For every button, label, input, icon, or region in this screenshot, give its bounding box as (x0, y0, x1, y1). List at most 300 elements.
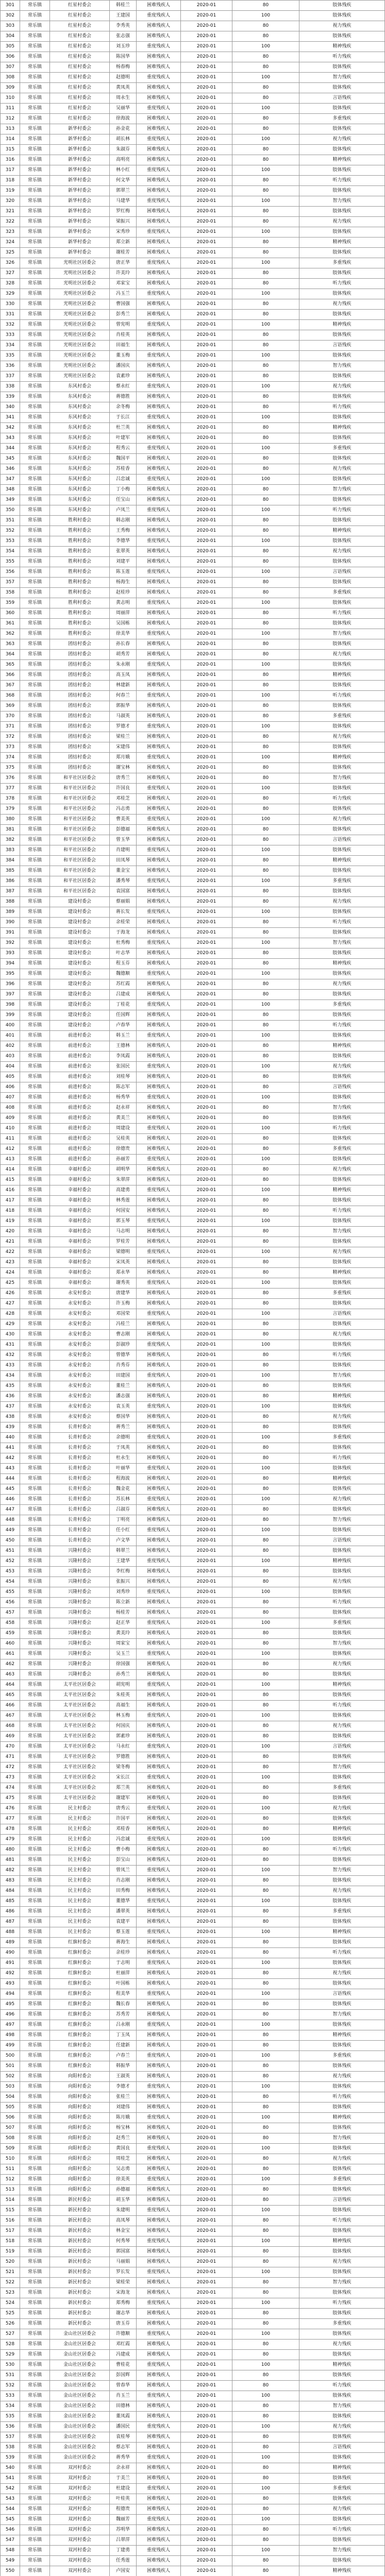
person-name-cell: 卢春兰 (110, 2051, 137, 2061)
amount-cell: 80 (232, 1536, 299, 1546)
village-cell: 和平社区居委会 (50, 866, 110, 876)
town-cell: 常乐镇 (20, 979, 50, 989)
town-cell: 常乐镇 (20, 1155, 50, 1164)
village-cell: 新民村委会 (50, 2226, 110, 2236)
category-cell: 困难残疾人 (137, 1917, 181, 1927)
table-row (1, 2216, 385, 2226)
person-name-cell: 何文华 (110, 176, 137, 185)
amount-cell: 80 (232, 2216, 299, 2226)
category-cell: 困难残疾人 (137, 1072, 181, 1082)
person-name-cell: 周永生 (110, 93, 137, 103)
amount-cell: 80 (232, 1422, 299, 1432)
row-number-cell: 428 (1, 1309, 20, 1319)
category-cell: 重度残疾人 (137, 815, 181, 824)
town-cell: 常乐镇 (20, 1866, 50, 1875)
town-cell: 常乐镇 (20, 2443, 50, 2452)
amount-cell: 80 (232, 516, 299, 526)
row-number-cell: 456 (1, 1598, 20, 1607)
town-cell: 常乐镇 (20, 1144, 50, 1154)
town-cell: 常乐镇 (20, 2072, 50, 2081)
disability-type-cell: 视力残疾 (299, 2422, 385, 2432)
date-cell: 2020-01 (181, 2350, 232, 2360)
amount-cell: 80 (232, 2381, 299, 2391)
row-number-cell: 477 (1, 1814, 20, 1824)
amount-cell: 80 (232, 186, 299, 196)
category-cell: 困难残疾人 (137, 835, 181, 845)
date-cell: 2020-01 (181, 1268, 232, 1278)
village-cell: 金山社区居委会 (50, 2443, 110, 2452)
town-cell: 常乐镇 (20, 588, 50, 598)
person-name-cell: 杜兰英 (110, 423, 137, 433)
date-cell: 2020-01 (181, 722, 232, 732)
village-cell: 红旗村委会 (50, 1979, 110, 1989)
town-cell: 常乐镇 (20, 804, 50, 814)
date-cell: 2020-01 (181, 1752, 232, 1762)
person-name-cell: 程玉芬 (110, 959, 137, 969)
town-cell: 常乐镇 (20, 42, 50, 52)
date-cell: 2020-01 (181, 1134, 232, 1144)
date-cell: 2020-01 (181, 1433, 232, 1443)
table-row (1, 114, 385, 124)
row-number-cell: 385 (1, 866, 20, 876)
row-number-cell: 308 (1, 73, 20, 82)
amount-cell: 100 (232, 505, 299, 515)
amount-cell: 100 (232, 165, 299, 175)
date-cell: 2020-01 (181, 2154, 232, 2164)
table-row (1, 660, 385, 670)
row-number-cell: 403 (1, 1052, 20, 1061)
table-row (1, 619, 385, 629)
person-name-cell: 赵正华 (110, 1618, 137, 1628)
date-cell: 2020-01 (181, 155, 232, 165)
village-cell: 新民村委会 (50, 2298, 110, 2308)
amount-cell: 80 (232, 1474, 299, 1484)
disability-type-cell: 精神残疾 (299, 1474, 385, 1484)
table-row (1, 217, 385, 227)
disability-type-cell: 肢体残疾 (299, 11, 385, 21)
amount-cell: 80 (232, 2432, 299, 2442)
village-cell: 永安村委会 (50, 1381, 110, 1391)
village-cell: 长青村委会 (50, 1453, 110, 1463)
disability-type-cell: 肢体残疾 (299, 598, 385, 608)
table-row (1, 2443, 385, 2453)
town-cell: 常乐镇 (20, 1072, 50, 1082)
table-row (1, 1185, 385, 1196)
category-cell: 困难残疾人 (137, 1134, 181, 1144)
person-name-cell: 高建勇 (110, 1185, 137, 1195)
table-row (1, 1845, 385, 1855)
person-name-cell: 曾宪明 (110, 320, 137, 330)
date-cell: 2020-01 (181, 2319, 232, 2329)
date-cell: 2020-01 (181, 1422, 232, 1432)
person-name-cell: 余永祥 (110, 2463, 137, 2473)
town-cell: 常乐镇 (20, 722, 50, 732)
table-row (1, 516, 385, 526)
amount-cell: 80 (232, 62, 299, 72)
village-cell: 新华村委会 (50, 124, 110, 134)
date-cell: 2020-01 (181, 444, 232, 453)
village-cell: 胜利村委会 (50, 547, 110, 556)
village-cell: 前进村委会 (50, 1062, 110, 1072)
date-cell: 2020-01 (181, 1793, 232, 1803)
person-name-cell: 张桂兰 (110, 2092, 137, 2102)
amount-cell: 80 (232, 155, 299, 165)
row-number-cell: 383 (1, 845, 20, 855)
town-cell: 常乐镇 (20, 1556, 50, 1566)
village-cell: 幸福村委会 (50, 1165, 110, 1175)
date-cell: 2020-01 (181, 1361, 232, 1370)
amount-cell: 80 (232, 557, 299, 567)
town-cell: 常乐镇 (20, 1938, 50, 1947)
village-cell: 团结村委会 (50, 711, 110, 721)
date-cell: 2020-01 (181, 62, 232, 72)
category-cell: 困难残疾人 (137, 1639, 181, 1649)
table-row (1, 1000, 385, 1010)
person-name-cell: 许美玲 (110, 268, 137, 278)
person-name-cell: 蔡国华 (110, 1412, 137, 1422)
row-number-cell: 485 (1, 1896, 20, 1906)
disability-type-cell: 智力残疾 (299, 1371, 385, 1381)
disability-type-cell: 精神残疾 (299, 856, 385, 866)
person-name-cell: 田凤琴 (110, 856, 137, 866)
amount-cell: 80 (232, 1041, 299, 1051)
amount-cell: 80 (232, 2412, 299, 2421)
table-row (1, 73, 385, 83)
date-cell: 2020-01 (181, 464, 232, 474)
person-name-cell: 潘翠英 (110, 1907, 137, 1917)
category-cell: 困难残疾人 (137, 856, 181, 866)
category-cell: 重度残疾人 (137, 1247, 181, 1257)
category-cell: 困难残疾人 (137, 1907, 181, 1917)
date-cell: 2020-01 (181, 1701, 232, 1710)
table-row (1, 93, 385, 104)
person-name-cell: 高玉凤 (110, 670, 137, 680)
amount-cell: 80 (232, 2340, 299, 2349)
category-cell: 重度残疾人 (137, 1402, 181, 1412)
disability-type-cell: 肢体残疾 (299, 186, 385, 196)
village-cell: 东风村委会 (50, 392, 110, 402)
village-cell: 金山社区居委会 (50, 2391, 110, 2401)
person-name-cell: 叶国栋 (110, 1979, 137, 1989)
table-row (1, 2030, 385, 2041)
village-cell: 永安村委会 (50, 1340, 110, 1350)
row-number-cell: 357 (1, 578, 20, 587)
person-name-cell: 曾玉华 (110, 835, 137, 845)
town-cell: 常乐镇 (20, 1340, 50, 1350)
disability-type-cell: 智力残疾 (299, 196, 385, 206)
row-number-cell: 405 (1, 1072, 20, 1082)
town-cell: 常乐镇 (20, 186, 50, 196)
amount-cell: 100 (232, 1309, 299, 1319)
village-cell: 建设村委会 (50, 979, 110, 989)
disability-type-cell: 多重残疾 (299, 1000, 385, 1010)
amount-cell: 80 (232, 1762, 299, 1772)
date-cell: 2020-01 (181, 516, 232, 526)
row-number-cell: 394 (1, 959, 20, 969)
town-cell: 常乐镇 (20, 2051, 50, 2061)
table-row (1, 1515, 385, 1526)
town-cell: 常乐镇 (20, 1371, 50, 1381)
category-cell: 困难残疾人 (137, 794, 181, 804)
town-cell: 常乐镇 (20, 1536, 50, 1546)
amount-cell: 80 (232, 2123, 299, 2133)
table-row (1, 2082, 385, 2092)
person-name-cell: 朱淑芬 (110, 145, 137, 155)
table-row (1, 1227, 385, 1237)
disability-type-cell: 肢体残疾 (299, 1361, 385, 1370)
amount-cell: 80 (232, 2556, 299, 2566)
village-cell: 红星村委会 (50, 11, 110, 21)
category-cell: 困难残疾人 (137, 1876, 181, 1886)
table-row (1, 1443, 385, 1453)
category-cell: 困难残疾人 (137, 979, 181, 989)
table-row (1, 1969, 385, 1979)
amount-cell: 80 (232, 1052, 299, 1061)
date-cell: 2020-01 (181, 1907, 232, 1917)
village-cell: 太平社区居委会 (50, 1701, 110, 1710)
category-cell: 困难残疾人 (137, 711, 181, 721)
table-row (1, 1330, 385, 1340)
town-cell: 常乐镇 (20, 485, 50, 495)
category-cell: 重度残疾人 (137, 42, 181, 52)
date-cell: 2020-01 (181, 104, 232, 113)
disability-type-cell: 肢体残疾 (299, 1649, 385, 1659)
person-name-cell: 赵桂珍 (110, 588, 137, 598)
date-cell: 2020-01 (181, 2329, 232, 2339)
village-cell: 建设村委会 (50, 897, 110, 907)
date-cell: 2020-01 (181, 1, 232, 10)
amount-cell: 80 (232, 1567, 299, 1577)
date-cell: 2020-01 (181, 1505, 232, 1515)
table-row (1, 1587, 385, 1598)
village-cell: 团结村委会 (50, 691, 110, 701)
person-name-cell: 程海波 (110, 1474, 137, 1484)
date-cell: 2020-01 (181, 207, 232, 216)
amount-cell: 80 (232, 2164, 299, 2174)
amount-cell: 80 (232, 794, 299, 804)
disability-type-cell: 肢体残疾 (299, 1340, 385, 1350)
disability-type-cell: 听力残疾 (299, 52, 385, 62)
date-cell: 2020-01 (181, 423, 232, 433)
village-cell: 民主村委会 (50, 1917, 110, 1927)
row-number-cell: 509 (1, 2144, 20, 2154)
table-row (1, 1618, 385, 1629)
category-cell: 困难残疾人 (137, 1999, 181, 2009)
town-cell: 常乐镇 (20, 1484, 50, 1494)
date-cell: 2020-01 (181, 876, 232, 886)
category-cell: 重度残疾人 (137, 2546, 181, 2555)
village-cell: 新华村委会 (50, 207, 110, 216)
category-cell: 重度残疾人 (137, 413, 181, 422)
row-number-cell: 523 (1, 2288, 20, 2298)
village-cell: 前进村委会 (50, 1155, 110, 1164)
date-cell: 2020-01 (181, 598, 232, 608)
row-number-cell: 483 (1, 1876, 20, 1886)
disability-type-cell: 肢体残疾 (299, 1979, 385, 1989)
amount-cell: 100 (232, 42, 299, 52)
disability-type-cell: 多重残疾 (299, 2051, 385, 2061)
category-cell: 困难残疾人 (137, 1659, 181, 1669)
disability-type-cell: 精神残疾 (299, 2463, 385, 2473)
category-cell: 重度残疾人 (137, 660, 181, 670)
village-cell: 金山社区居委会 (50, 2329, 110, 2339)
row-number-cell: 407 (1, 1093, 20, 1103)
amount-cell: 80 (232, 990, 299, 999)
row-number-cell: 359 (1, 598, 20, 608)
row-number-cell: 463 (1, 1670, 20, 1680)
person-name-cell: 林金宝 (110, 2226, 137, 2236)
category-cell: 困难残疾人 (137, 1392, 181, 1401)
disability-type-cell: 智力残疾 (299, 361, 385, 371)
town-cell: 常乐镇 (20, 2391, 50, 2401)
amount-cell: 80 (232, 2092, 299, 2102)
row-number-cell: 404 (1, 1062, 20, 1072)
table-row (1, 2113, 385, 2123)
person-name-cell: 陈玉莲 (110, 567, 137, 577)
date-cell: 2020-01 (181, 1690, 232, 1700)
category-cell: 重度残疾人 (137, 134, 181, 144)
category-cell: 困难残疾人 (137, 2278, 181, 2287)
date-cell: 2020-01 (181, 1124, 232, 1133)
village-cell: 金山社区居委会 (50, 2412, 110, 2421)
table-row (1, 1721, 385, 1732)
row-number-cell: 535 (1, 2412, 20, 2421)
disability-type-cell: 肢体残疾 (299, 1670, 385, 1680)
category-cell: 困难残疾人 (137, 2185, 181, 2195)
disability-type-cell: 肢体残疾 (299, 804, 385, 814)
date-cell: 2020-01 (181, 701, 232, 711)
row-number-cell: 452 (1, 1556, 20, 1566)
category-cell: 重度残疾人 (137, 2175, 181, 2184)
town-cell: 常乐镇 (20, 959, 50, 969)
category-cell: 困难残疾人 (137, 1793, 181, 1803)
amount-cell: 100 (232, 1031, 299, 1041)
row-number-cell: 337 (1, 371, 20, 381)
row-number-cell: 442 (1, 1453, 20, 1463)
town-cell: 常乐镇 (20, 1206, 50, 1216)
table-row (1, 722, 385, 732)
town-cell: 常乐镇 (20, 2546, 50, 2555)
category-cell: 困难残疾人 (137, 2133, 181, 2143)
person-name-cell: 张国民 (110, 1062, 137, 1072)
category-cell: 困难残疾人 (137, 83, 181, 93)
date-cell: 2020-01 (181, 547, 232, 556)
disability-type-cell: 智力残疾 (299, 629, 385, 639)
person-name-cell: 杜永生 (110, 1453, 137, 1463)
row-number-cell: 318 (1, 176, 20, 185)
row-number-cell: 327 (1, 268, 20, 278)
disability-type-cell: 视力残疾 (299, 382, 385, 392)
town-cell: 常乐镇 (20, 21, 50, 31)
disability-type-cell: 肢体残疾 (299, 1711, 385, 1721)
disability-type-cell: 肢体残疾 (299, 763, 385, 773)
date-cell: 2020-01 (181, 268, 232, 278)
town-cell: 常乐镇 (20, 1402, 50, 1412)
row-number-cell: 437 (1, 1402, 20, 1412)
town-cell: 常乐镇 (20, 1165, 50, 1175)
category-cell: 困难残疾人 (137, 248, 181, 258)
village-cell: 和平社区居委会 (50, 835, 110, 845)
disability-type-cell: 肢体残疾 (299, 2185, 385, 2195)
category-cell: 困难残疾人 (137, 1855, 181, 1865)
row-number-cell: 497 (1, 2020, 20, 2030)
amount-cell: 80 (232, 1969, 299, 1978)
town-cell: 常乐镇 (20, 2030, 50, 2040)
amount-cell: 80 (232, 1484, 299, 1494)
category-cell: 困难残疾人 (137, 619, 181, 629)
row-number-cell: 416 (1, 1185, 20, 1195)
town-cell: 常乐镇 (20, 1587, 50, 1597)
disability-type-cell: 多重残疾 (299, 258, 385, 268)
disability-type-cell: 精神残疾 (299, 2236, 385, 2246)
date-cell: 2020-01 (181, 165, 232, 175)
category-cell: 困难残疾人 (137, 2164, 181, 2174)
disability-type-cell: 肢体残疾 (299, 1526, 385, 1535)
village-cell: 胜利村委会 (50, 598, 110, 608)
person-name-cell: 徐美英 (110, 2175, 137, 2184)
table-row (1, 691, 385, 701)
date-cell: 2020-01 (181, 2010, 232, 2020)
amount-cell: 80 (232, 2566, 299, 2576)
village-cell: 新华村委会 (50, 155, 110, 165)
row-number-cell: 373 (1, 742, 20, 752)
amount-cell: 100 (232, 2236, 299, 2246)
category-cell: 困难残疾人 (137, 2350, 181, 2360)
person-name-cell: 马志明 (110, 1227, 137, 1236)
disability-type-cell: 多重残疾 (299, 1289, 385, 1298)
row-number-cell: 377 (1, 784, 20, 793)
row-number-cell: 321 (1, 207, 20, 216)
amount-cell: 100 (232, 1464, 299, 1473)
row-number-cell: 503 (1, 2082, 20, 2092)
date-cell: 2020-01 (181, 608, 232, 618)
amount-cell: 80 (232, 856, 299, 866)
date-cell: 2020-01 (181, 2195, 232, 2205)
category-cell: 困难残疾人 (137, 670, 181, 680)
date-cell: 2020-01 (181, 959, 232, 969)
table-row (1, 1680, 385, 1690)
amount-cell: 80 (232, 2041, 299, 2050)
disability-type-cell: 肢体残疾 (299, 1196, 385, 1206)
village-cell: 团结村委会 (50, 639, 110, 649)
town-cell: 常乐镇 (20, 2453, 50, 2463)
category-cell: 重度残疾人 (137, 382, 181, 392)
table-row (1, 948, 385, 959)
row-number-cell: 532 (1, 2381, 20, 2391)
category-cell: 重度残疾人 (137, 1371, 181, 1381)
disability-type-cell: 智力残疾 (299, 938, 385, 948)
village-cell: 红星村委会 (50, 42, 110, 52)
amount-cell: 80 (232, 2195, 299, 2205)
person-name-cell: 于长江 (110, 413, 137, 422)
date-cell: 2020-01 (181, 2463, 232, 2473)
date-cell: 2020-01 (181, 1144, 232, 1154)
town-cell: 常乐镇 (20, 1670, 50, 1680)
category-cell: 重度残疾人 (137, 505, 181, 515)
category-cell: 重度残疾人 (137, 1680, 181, 1690)
date-cell: 2020-01 (181, 474, 232, 484)
table-row (1, 1855, 385, 1866)
village-cell: 红星村委会 (50, 21, 110, 31)
category-cell: 困难残疾人 (137, 238, 181, 247)
village-cell: 太平社区居委会 (50, 1721, 110, 1731)
category-cell: 重度残疾人 (137, 104, 181, 113)
date-cell: 2020-01 (181, 2443, 232, 2452)
amount-cell: 80 (232, 1845, 299, 1855)
row-number-cell: 423 (1, 1258, 20, 1267)
disability-type-cell: 肢体残疾 (299, 2494, 385, 2504)
village-cell: 双河村委会 (50, 2535, 110, 2545)
